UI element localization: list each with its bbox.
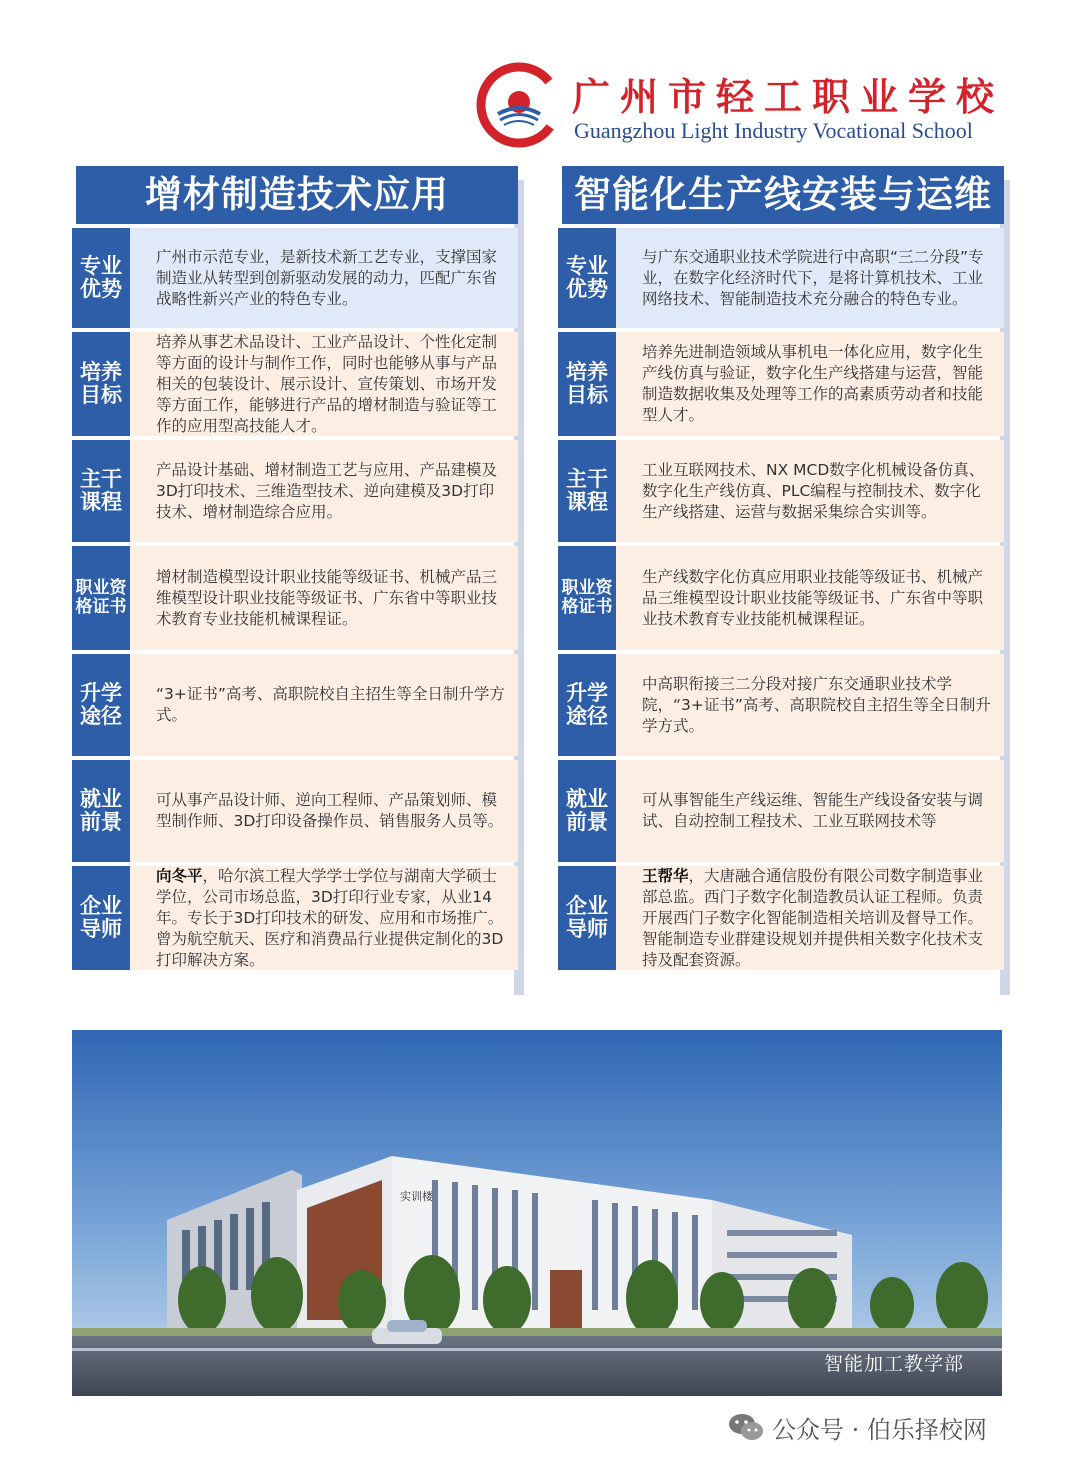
row-courses <box>558 440 1004 542</box>
row-objective <box>72 332 518 436</box>
row-label: 主干课程 <box>72 440 130 542</box>
row-text: 可从事产品设计师、逆向工程师、产品策划师、模型制作师、3D打印设备操作员、销售服务人员等。 <box>130 760 518 862</box>
school-name-cn: 广州市轻工职业学校 <box>572 74 1005 119</box>
row-label: 专业优势 <box>72 228 130 328</box>
mentor-name: 王帮华 <box>642 866 689 885</box>
row-label: 职业资格证书 <box>558 546 616 650</box>
building-illustration <box>72 1030 1002 1396</box>
row-courses <box>72 440 518 542</box>
row-career <box>558 760 1004 862</box>
row-label: 专业优势 <box>558 228 616 328</box>
watermark <box>728 1410 987 1444</box>
row-text: 生产线数字化仿真应用职业技能等级证书、机械产品三维模型设计职业技能等级证书、广东省中等职业技术教育专业技能机械课程证。 <box>616 546 1004 650</box>
row-text <box>130 866 518 970</box>
row-mentor <box>558 866 1004 970</box>
program-column-additive <box>72 166 518 970</box>
building-sign: 实训楼 <box>400 1190 433 1203</box>
row-label: 培养目标 <box>72 332 130 436</box>
program-title: 智能化生产线安装与运维 <box>558 166 1004 224</box>
program-title: 增材制造技术应用 <box>72 166 518 224</box>
mentor-name: 向冬平 <box>156 866 203 885</box>
row-label: 就业前景 <box>72 760 130 862</box>
row-mentor <box>72 866 518 970</box>
photo-caption: 智能加工教学部 <box>823 1353 964 1375</box>
row-text: 培养从事艺术品设计、工业产品设计、个性化定制等方面的设计与制作工作，同时也能够从事与产品相关的包装设计、展示设计、宣传策划、市场开发等方面工作，能够进行产品的增材制造与验证等工作的应用型高技能人才。 <box>130 332 518 436</box>
row-certificates <box>72 546 518 650</box>
row-text: 中高职衔接三二分段对接广东交通职业技术学院，“3+证书”高考、高职院校自主招生等全日制升学方式。 <box>616 654 1004 756</box>
row-label: 职业资格证书 <box>72 546 130 650</box>
row-label: 企业导师 <box>72 866 130 970</box>
row-text: 增材制造模型设计职业技能等级证书、机械产品三维模型设计职业技能等级证书、广东省中等职业技术教育专业技能机械课程证。 <box>130 546 518 650</box>
row-text: 与广东交通职业技术学院进行中高职“三二分段”专业，在数字化经济时代下，是将计算机技术、工业网络技术、智能制造技术充分融合的特色专业。 <box>616 228 1004 328</box>
mentor-bio: ，哈尔滨工程大学学士学位与湖南大学硕士学位，公司市场总监，3D打印行业专家，从业14年。专长于3D打印技术的研发、应用和市场推广。曾为航空航天、医疗和消费品行业提供定制化的3D打印解决方案。 <box>156 866 504 969</box>
row-label: 主干课程 <box>558 440 616 542</box>
row-text <box>616 866 1004 970</box>
mentor-bio: ，大唐融合通信股份有限公司数字制造事业部总监。西门子数字化制造教员认证工程师。负责开展西门子数字化智能制造相关培训及督导工作。智能制造专业群建设规划并提供相关数字化技术支持及配套资源。 <box>642 866 984 969</box>
row-text: 工业互联网技术、NX MCD数字化机械设备仿真、数字化生产线仿真、PLC编程与控制技术、数字化生产线搭建、运营与数据采集综合实训等。 <box>616 440 1004 542</box>
wechat-icon <box>728 1412 764 1442</box>
row-label: 就业前景 <box>558 760 616 862</box>
watermark-text: 公众号 · 伯乐择校网 <box>772 1415 987 1444</box>
program-column-smart-line <box>558 166 1004 970</box>
row-text: 培养先进制造领域从事机电一体化应用，数字化生产线仿真与验证，数字化生产线搭建与运营，智能制造数据收集及处理等工作的高素质劳动者和技能型人才。 <box>616 332 1004 436</box>
building-photo <box>72 1030 1002 1396</box>
row-pathway <box>558 654 1004 756</box>
row-text: 可从事智能生产线运维、智能生产线设备安装与调试、自动控制工程技术、工业互联网技术等 <box>616 760 1004 862</box>
row-advantage <box>558 228 1004 328</box>
row-text: “3+证书”高考、高职院校自主招生等全日制升学方式。 <box>130 654 518 756</box>
row-label: 培养目标 <box>558 332 616 436</box>
row-objective <box>558 332 1004 436</box>
school-name-en: Guangzhou Light Industry Vocational School <box>574 118 973 143</box>
school-emblem-icon <box>476 62 562 148</box>
row-label: 升学途径 <box>72 654 130 756</box>
row-text: 广州市示范专业，是新技术新工艺专业，支撑国家制造业从转型到创新驱动发展的动力，匹配广东省战略性新兴产业的特色专业。 <box>130 228 518 328</box>
row-label: 升学途径 <box>558 654 616 756</box>
row-advantage <box>72 228 518 328</box>
row-career <box>72 760 518 862</box>
school-logo <box>476 62 1016 148</box>
row-pathway <box>72 654 518 756</box>
row-label: 企业导师 <box>558 866 616 970</box>
row-certificates <box>558 546 1004 650</box>
row-text: 产品设计基础、增材制造工艺与应用、产品建模及3D打印技术、三维造型技术、逆向建模及3D打印技术、增材制造综合应用。 <box>130 440 518 542</box>
